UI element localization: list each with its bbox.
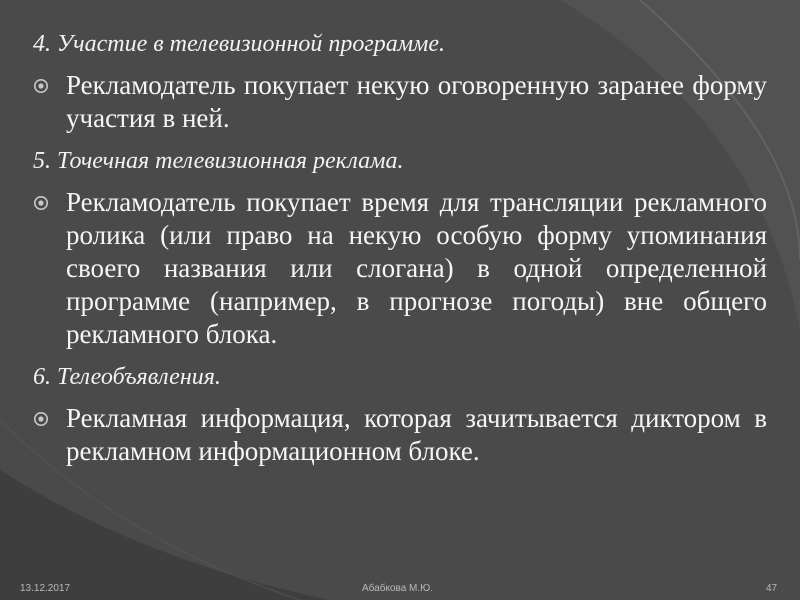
section-heading: 4. Участие в телевизионной программе. (33, 31, 445, 57)
circled-dot-icon (33, 411, 49, 427)
circled-dot-icon (33, 78, 49, 94)
bullet-item (33, 186, 767, 351)
circled-dot-icon (33, 195, 49, 211)
page-number: 47 (766, 583, 778, 594)
footer-author: Абабкова М.Ю. (362, 583, 434, 594)
section-heading: 6. Телеобъявления. (33, 364, 221, 390)
footer-date: 13.12.2017 (20, 583, 71, 594)
slide-content (33, 28, 767, 478)
bullet-text: Рекламная информация, которая зачитывается диктором в рекламном информационном блоке. (66, 403, 767, 466)
bullet-item (33, 402, 767, 468)
bullet-text: Рекламодатель покупает некую оговоренную заранее форму участия в ней. (66, 70, 767, 133)
section-heading: 5. Точечная телевизионная реклама. (33, 148, 404, 174)
bullet-item (33, 69, 767, 135)
bullet-text: Рекламодатель покупает время для трансляции рекламного ролика (или право на некую особую форму упоминания своего названия или слогана) в одной определенной программе (например, в прогнозе погоды) вне общего рекламного блока. (66, 187, 767, 349)
